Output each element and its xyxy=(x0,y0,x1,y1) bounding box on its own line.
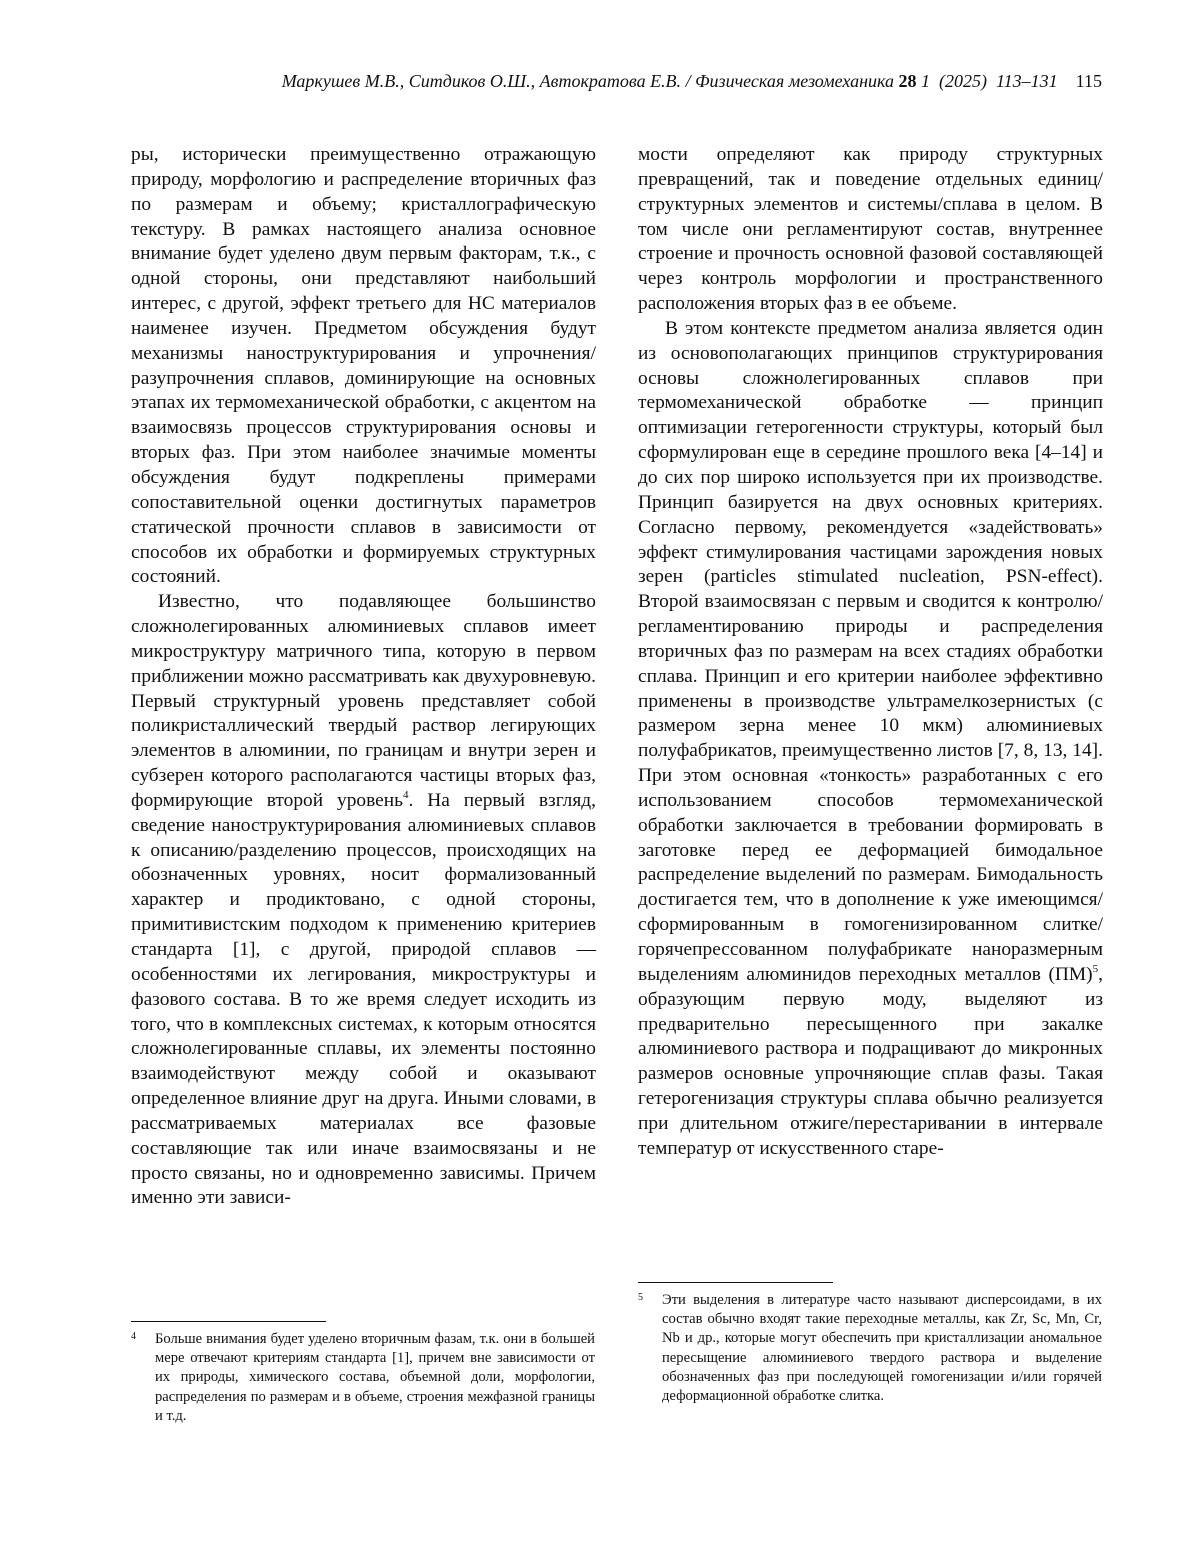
footnote-ref-4[interactable]: 4 xyxy=(402,788,409,801)
left-paragraph-1: ры, исторически преимущественно отражающую природу, морфологию и распределение вторичных фаз по размерам и объему; кристаллографическую текстуру. В рамках настоящего анализа основное внимание будет уделено двум первым факторам, т.к., с одной стороны, они представляют наибольший интерес, с другой, эффект третьего для НС материалов наименее изучен. Предметом обсуждения будут механизмы наноструктурирования и упрочнения/разупрочнения сплавов, доминирующие на основных этапах их термомеханической обработки, с акцентом на взаимосвязь процессов структурирования основы и вторых фаз. При этом наиболее значимые моменты обсуждения будут подкреплены примерами сопоставительной оценки достигнутых параметров статической прочности сплавов в зависимости от способов их обработки и формируемых структурных состояний. xyxy=(131,144,596,588)
right-paragraph-2-part-a: В этом контексте предметом анализа является один из основополагающих принципов структурирования основы сложнолегированных сплавов при термомеханической обработке — принцип оптимизации гетерогенности структуры, который был сформулирован еще в середине прошлого века [4–14] и до сих пор широко используется при их производстве. Принцип базируется на двух основных критериях. Согласно первому, рекомендуется «задействовать» эффект стимулирования частицами зарождения новых зерен (particles stimulated nucleation, PSN-effect). Второй взаимосвязан с первым и сводится к контролю/регламентированию природы и распределения вторичных фаз по размерам на всех стадиях обработки сплава. Принцип и его критерии наиболее эффективно применены в производстве ультрамелкозернистых (с размером зерна менее 10 мкм) алюминиевых полуфабрикатов, преимущественно листов [7, 8, 13, 14]. При этом основная «тонкость» разработанных с его использованием способов термомеханической обработки заключается в требовании формировать в заготовке перед ее деформацией бимодальное распределение выделений по размерам. Бимодальность достигается тем, что в дополнение к уже имеющимся/сформированным в гомогенизированном слитке/горячепрессованном полуфабрикате наноразмерным выделениям алюминидов переходных металлов (ПМ) xyxy=(638,317,1103,985)
header-issue: 1 xyxy=(920,71,930,91)
footnote-4-text: Больше внимания будет уделено вторичным фазам, т.к. они в большей мере отвечают критериям стандарта [1], причем вне зависимости от их природы, химического состава, объемной доли, морфологии, распределения по размерам и в объеме, строения межфазной границы и т.д. xyxy=(155,1331,595,1424)
right-column xyxy=(638,143,1103,1162)
left-column xyxy=(131,143,596,1211)
running-header xyxy=(130,70,1102,92)
footnote-4-mark: 4 xyxy=(131,1331,136,1342)
right-paragraph-2 xyxy=(638,317,1103,1162)
footnote-rule-left xyxy=(131,1321,326,1322)
right-paragraph-1: мости определяют как природу структурных превращений, так и поведение отдельных единиц/структурных элементов и системы/сплава в целом. В том числе они регламентируют состав, внутреннее строение и прочность основной фазовой составляющей через контроль морфологии и пространственного расположения вторых фаз в ее объеме. xyxy=(638,144,1103,315)
footnote-ref-5[interactable]: 5 xyxy=(1092,962,1099,975)
footnote-5-mark: 5 xyxy=(638,1292,643,1303)
page-number: 115 xyxy=(1075,71,1102,91)
left-paragraph-2 xyxy=(131,590,596,1211)
footnote-5-text: Эти выделения в литературе часто называют дисперсоидами, в их состав обычно входят такие переходные металлы, как Zr, Sc, Mn, Cr, Nb и др., которые могут обеспечить при кристаллизации аномальное пересыщение алюминиевого твердого раствора и выделение обозначенных фаз при последующей гомогенизации и/или горячей деформационной обработке слитка. xyxy=(662,1292,1102,1405)
left-paragraph-2-part-a: Известно, что подавляющее большинство сложнолегированных алюминиевых сплавов имеет микроструктуру матричного типа, которую в первом приближении можно рассматривать как двухуровневую. Первый структурный уровень представляет собой поликристаллический твердый раствор легирующих элементов в алюминии, по границам и внутри зерен и субзерен которого располагаются частицы вторых фаз, формирующие второй уровень xyxy=(131,591,596,811)
footnote-4 xyxy=(131,1330,595,1426)
header-volume: 28 xyxy=(898,71,917,91)
header-year: (2025) xyxy=(938,71,987,91)
header-pages: 113–131 xyxy=(995,71,1058,91)
header-authors: Маркушев М.В., Ситдиков О.Ш., Автократова Е.В. xyxy=(281,71,682,91)
footnote-rule-right xyxy=(638,1282,833,1283)
header-separator: / xyxy=(681,71,696,91)
right-paragraph-2-part-b: , образующим первую моду, выделяют из предварительно пересыщенного при закалке алюминиевого раствора и подращивают до микронных размеров основные упрочняющие сплав фазы. Такая гетерогенизация структуры сплава обычно реализуется при длительном отжиге/перестаривании в интервале температур от искусственного старе- xyxy=(638,963,1103,1159)
left-paragraph-2-part-b: . На первый взгляд, сведение наноструктурирования алюминиевых сплавов к описанию/разделению процессов, происходящих на обозначенных уровнях, носит формализованный характер и продиктовано, с одной стороны, примитивистским подходом к применению критериев стандарта [1], с другой, природой сплавов — особенностями их легирования, микроструктуры и фазового состава. В то же время следует исходить из того, что в комплексных системах, к которым относятся сложнолегированные сплавы, их элементы постоянно взаимодействуют между собой и оказывают определенное влияние друг на друга. Иными словами, в рассматриваемых материалах все фазовые составляющие так или иначе взаимосвязаны и не просто связаны, но и одновременно зависимы. Причем именно эти зависи- xyxy=(131,789,596,1209)
footnote-5 xyxy=(638,1291,1102,1406)
header-journal: Физическая мезомеханика xyxy=(695,71,894,91)
